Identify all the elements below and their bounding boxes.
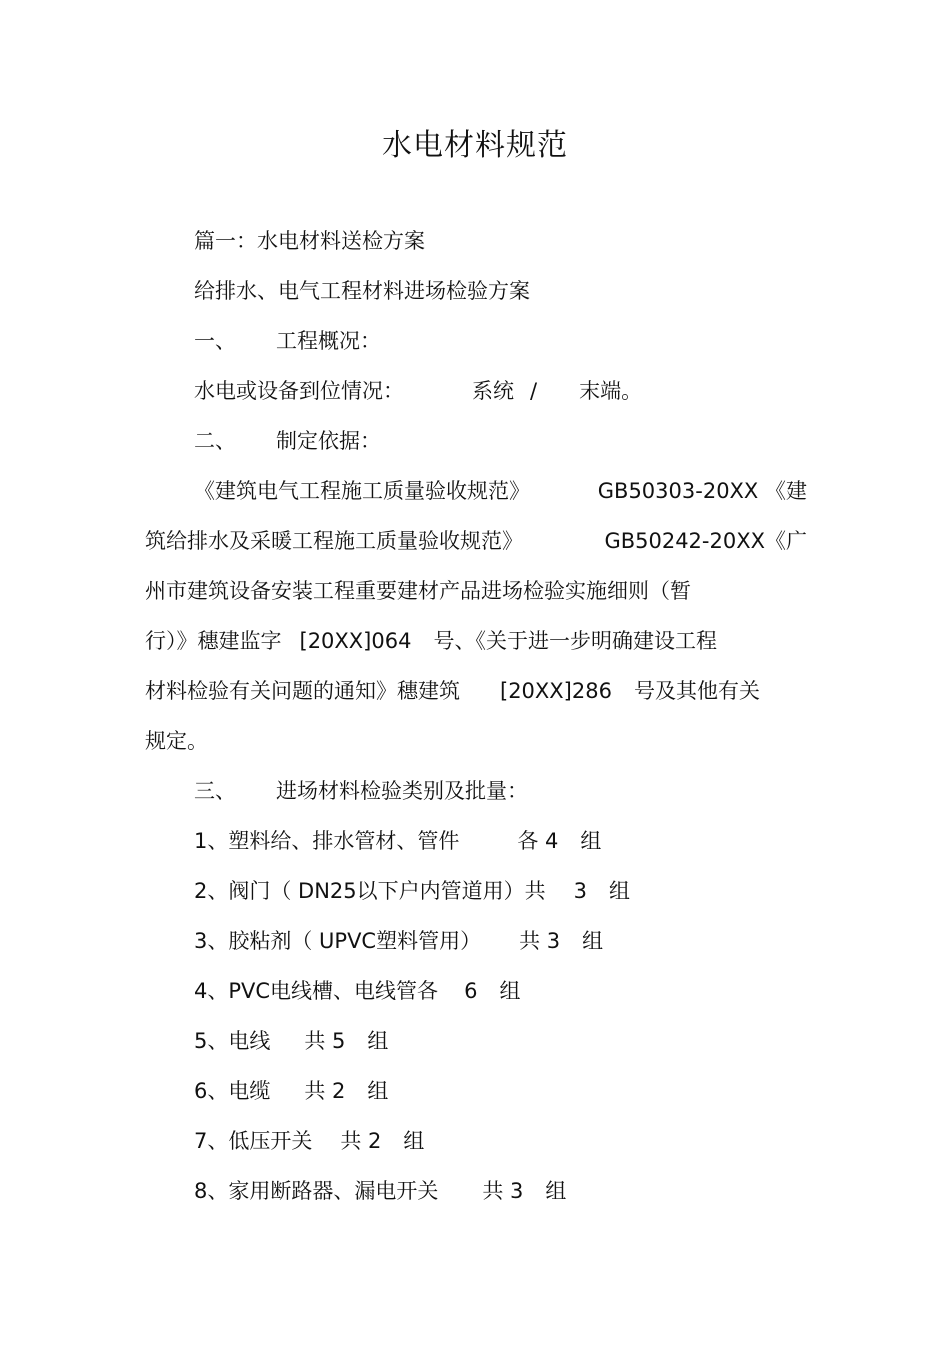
list-item: 4、PVC电线槽、电线管各 6 组 — [194, 979, 521, 1003]
section-text: 工程概况： — [276, 329, 381, 353]
basis-line: 《建筑电气工程施工质量验收规范》 GB50303-20XX 《建 — [194, 479, 807, 503]
document-title: 水电材料规范 — [382, 128, 568, 163]
basis-line: 规定。 — [145, 729, 208, 753]
paragraph-equipment-status: 水电或设备到位情况： 系统 / 末端。 — [194, 379, 643, 403]
list-item: 8、家用断路器、漏电开关 共 3 组 — [194, 1179, 567, 1203]
paragraph-plan-title: 给排水、电气工程材料进场检验方案 — [194, 279, 530, 303]
section-heading-1 — [194, 327, 381, 355]
list-item: 2、阀门（ DN25以下户内管道用）共 3 组 — [194, 879, 631, 903]
section-text: 进场材料检验类别及批量： — [276, 779, 528, 803]
basis-line: 州市建筑设备安装工程重要建材产品进场检验实施细则（暂 — [145, 579, 691, 603]
section-number: 二、 — [194, 429, 236, 453]
basis-line: 行）》穗建监字 [20XX]064 号、《关于进一步明确建设工程 — [145, 629, 717, 653]
section-number: 三、 — [194, 779, 236, 803]
basis-line: 筑给排水及采暖工程施工质量验收规范》 GB50242-20XX《广 — [145, 529, 807, 553]
basis-line: 材料检验有关问题的通知》穗建筑 [20XX]286 号及其他有关 — [145, 679, 760, 703]
paragraph-article-heading: 篇一：水电材料送检方案 — [194, 229, 425, 253]
list-item: 6、电缆 共 2 组 — [194, 1079, 389, 1103]
list-item: 5、电线 共 5 组 — [194, 1029, 389, 1053]
list-item: 7、低压开关 共 2 组 — [194, 1129, 425, 1153]
section-heading-2 — [194, 427, 381, 455]
section-number: 一、 — [194, 329, 236, 353]
section-heading-3 — [194, 777, 528, 805]
list-item: 3、胶粘剂（ UPVC塑料管用） 共 3 组 — [194, 929, 604, 953]
list-item: 1、塑料给、排水管材、管件 各 4 组 — [194, 829, 602, 853]
section-text: 制定依据： — [276, 429, 381, 453]
